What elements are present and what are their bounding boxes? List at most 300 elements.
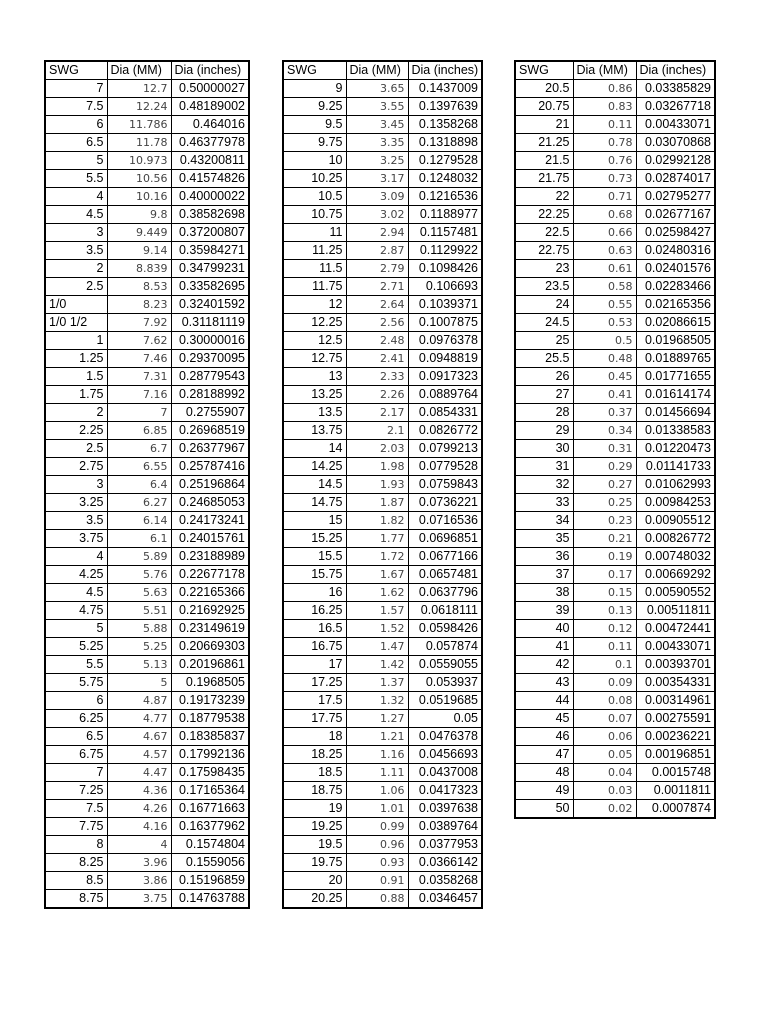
table-row xyxy=(283,764,482,782)
dia-inches-cell: 0.16377962 xyxy=(171,818,249,836)
table-row xyxy=(515,566,715,584)
table-row xyxy=(45,278,249,296)
dia-inches-cell: 0.00433071 xyxy=(636,638,715,656)
dia-inches-cell: 0.0759843 xyxy=(408,476,482,494)
dia-inches-cell: 0.0677166 xyxy=(408,548,482,566)
swg-cell: 1 xyxy=(45,332,107,350)
table-row xyxy=(45,782,249,800)
table-row xyxy=(283,242,482,260)
dia-mm-cell: 6.14 xyxy=(107,512,171,530)
table-row xyxy=(283,620,482,638)
swg-cell: 44 xyxy=(515,692,573,710)
swg-cell: 22.25 xyxy=(515,206,573,224)
swg-cell: 8.5 xyxy=(45,872,107,890)
dia-inches-cell: 0.1007875 xyxy=(408,314,482,332)
dia-inches-cell: 0.01889765 xyxy=(636,350,715,368)
table-row xyxy=(283,404,482,422)
dia-mm-cell: 7.16 xyxy=(107,386,171,404)
swg-cell: 1/0 1/2 xyxy=(45,314,107,332)
table-row xyxy=(45,332,249,350)
table-row xyxy=(45,602,249,620)
swg-cell: 16.25 xyxy=(283,602,346,620)
table-row xyxy=(515,350,715,368)
dia-inches-cell: 0.00275591 xyxy=(636,710,715,728)
table-row xyxy=(283,602,482,620)
swg-cell: 2.25 xyxy=(45,422,107,440)
dia-mm-cell: 7 xyxy=(107,404,171,422)
dia-mm-cell: 6.55 xyxy=(107,458,171,476)
header-dia-inches: Dia (inches) xyxy=(171,61,249,80)
table-row xyxy=(45,746,249,764)
dia-mm-cell: 4.26 xyxy=(107,800,171,818)
table-row xyxy=(283,116,482,134)
swg-cell: 17.5 xyxy=(283,692,346,710)
dia-inches-cell: 0.0476378 xyxy=(408,728,482,746)
swg-cell: 18.75 xyxy=(283,782,346,800)
dia-mm-cell: 3.96 xyxy=(107,854,171,872)
dia-mm-cell: 2.87 xyxy=(346,242,408,260)
table-row xyxy=(283,872,482,890)
dia-mm-cell: 0.15 xyxy=(573,584,636,602)
table-row xyxy=(283,152,482,170)
dia-inches-cell: 0.00984253 xyxy=(636,494,715,512)
table-row xyxy=(45,224,249,242)
table-row xyxy=(283,278,482,296)
dia-mm-cell: 0.96 xyxy=(346,836,408,854)
dia-mm-cell: 0.11 xyxy=(573,638,636,656)
dia-mm-cell: 0.23 xyxy=(573,512,636,530)
table-row xyxy=(283,584,482,602)
dia-inches-cell: 0.30000016 xyxy=(171,332,249,350)
dia-inches-cell: 0.17598435 xyxy=(171,764,249,782)
table-row xyxy=(45,692,249,710)
table-header-row xyxy=(515,61,715,80)
dia-mm-cell: 6.27 xyxy=(107,494,171,512)
table-row xyxy=(515,620,715,638)
table-row xyxy=(283,710,482,728)
swg-cell: 18.5 xyxy=(283,764,346,782)
table-row xyxy=(283,170,482,188)
swg-cell: 35 xyxy=(515,530,573,548)
swg-cell: 6 xyxy=(45,116,107,134)
dia-mm-cell: 3.45 xyxy=(346,116,408,134)
dia-inches-cell: 0.464016 xyxy=(171,116,249,134)
table-row xyxy=(45,818,249,836)
dia-mm-cell: 4.77 xyxy=(107,710,171,728)
table-row xyxy=(515,800,715,819)
dia-mm-cell: 0.63 xyxy=(573,242,636,260)
table-row xyxy=(515,476,715,494)
swg-cell: 48 xyxy=(515,764,573,782)
swg-cell: 12.75 xyxy=(283,350,346,368)
swg-cell: 4.25 xyxy=(45,566,107,584)
table-row xyxy=(283,728,482,746)
dia-mm-cell: 5 xyxy=(107,674,171,692)
dia-inches-cell: 0.00196851 xyxy=(636,746,715,764)
dia-inches-cell: 0.23188989 xyxy=(171,548,249,566)
table-header-row xyxy=(45,61,249,80)
swg-cell: 19.75 xyxy=(283,854,346,872)
table-row xyxy=(515,692,715,710)
dia-inches-cell: 0.0456693 xyxy=(408,746,482,764)
dia-mm-cell: 0.86 xyxy=(573,80,636,98)
swg-cell: 5.5 xyxy=(45,170,107,188)
table-row xyxy=(515,314,715,332)
swg-cell: 24 xyxy=(515,296,573,314)
table-row xyxy=(283,332,482,350)
dia-inches-cell: 0.0519685 xyxy=(408,692,482,710)
swg-cell: 13 xyxy=(283,368,346,386)
swg-cell: 11.75 xyxy=(283,278,346,296)
swg-cell: 13.75 xyxy=(283,422,346,440)
table-row xyxy=(283,494,482,512)
swg-table-3 xyxy=(514,60,716,819)
dia-mm-cell: 0.41 xyxy=(573,386,636,404)
swg-cell: 39 xyxy=(515,602,573,620)
dia-inches-cell: 0.02874017 xyxy=(636,170,715,188)
table-row xyxy=(515,512,715,530)
table-row xyxy=(515,296,715,314)
dia-inches-cell: 0.48189002 xyxy=(171,98,249,116)
dia-inches-cell: 0.17992136 xyxy=(171,746,249,764)
table-row xyxy=(283,440,482,458)
swg-cell: 6.5 xyxy=(45,728,107,746)
dia-mm-cell: 1.87 xyxy=(346,494,408,512)
dia-mm-cell: 1.42 xyxy=(346,656,408,674)
table-row xyxy=(45,548,249,566)
table-row xyxy=(45,368,249,386)
table-row xyxy=(515,80,715,98)
dia-inches-cell: 0.1129922 xyxy=(408,242,482,260)
dia-mm-cell: 1.98 xyxy=(346,458,408,476)
dia-inches-cell: 0.00472441 xyxy=(636,620,715,638)
dia-inches-cell: 0.01968505 xyxy=(636,332,715,350)
dia-mm-cell: 0.19 xyxy=(573,548,636,566)
table-row xyxy=(283,224,482,242)
header-swg: SWG xyxy=(515,61,573,80)
dia-inches-cell: 0.0559055 xyxy=(408,656,482,674)
dia-mm-cell: 1.27 xyxy=(346,710,408,728)
swg-cell: 5.5 xyxy=(45,656,107,674)
table-row xyxy=(283,818,482,836)
dia-mm-cell: 10.16 xyxy=(107,188,171,206)
table-row xyxy=(283,638,482,656)
swg-cell: 7.25 xyxy=(45,782,107,800)
table-row xyxy=(45,854,249,872)
swg-cell: 3 xyxy=(45,476,107,494)
swg-cell: 15.75 xyxy=(283,566,346,584)
header-dia-inches: Dia (inches) xyxy=(408,61,482,80)
table-row xyxy=(45,638,249,656)
dia-inches-cell: 0.01338583 xyxy=(636,422,715,440)
dia-mm-cell: 0.03 xyxy=(573,782,636,800)
dia-mm-cell: 0.06 xyxy=(573,728,636,746)
table-row xyxy=(515,98,715,116)
dia-inches-cell: 0.26377967 xyxy=(171,440,249,458)
swg-table-1 xyxy=(44,60,250,909)
dia-mm-cell: 0.21 xyxy=(573,530,636,548)
table-row xyxy=(515,746,715,764)
dia-inches-cell: 0.33582695 xyxy=(171,278,249,296)
swg-cell: 20 xyxy=(283,872,346,890)
table-row xyxy=(45,476,249,494)
swg-cell: 20.5 xyxy=(515,80,573,98)
swg-cell: 4 xyxy=(45,188,107,206)
dia-inches-cell: 0.00393701 xyxy=(636,656,715,674)
dia-inches-cell: 0.0598426 xyxy=(408,620,482,638)
dia-inches-cell: 0.00748032 xyxy=(636,548,715,566)
dia-mm-cell: 8.839 xyxy=(107,260,171,278)
table-row xyxy=(283,566,482,584)
dia-inches-cell: 0.02992128 xyxy=(636,152,715,170)
dia-mm-cell: 0.09 xyxy=(573,674,636,692)
table-row xyxy=(45,458,249,476)
swg-cell: 22 xyxy=(515,188,573,206)
dia-inches-cell: 0.25196864 xyxy=(171,476,249,494)
table-row xyxy=(45,170,249,188)
dia-inches-cell: 0.38582698 xyxy=(171,206,249,224)
table-row xyxy=(45,512,249,530)
table-row xyxy=(283,800,482,818)
dia-inches-cell: 0.0917323 xyxy=(408,368,482,386)
dia-mm-cell: 0.25 xyxy=(573,494,636,512)
swg-cell: 5.75 xyxy=(45,674,107,692)
table-row xyxy=(515,386,715,404)
dia-inches-cell: 0.34799231 xyxy=(171,260,249,278)
swg-cell: 5 xyxy=(45,620,107,638)
table-row xyxy=(283,98,482,116)
dia-inches-cell: 0.1437009 xyxy=(408,80,482,98)
table-row xyxy=(45,206,249,224)
dia-mm-cell: 1.01 xyxy=(346,800,408,818)
dia-inches-cell: 0.0015748 xyxy=(636,764,715,782)
dia-inches-cell: 0.0716536 xyxy=(408,512,482,530)
table-row xyxy=(283,134,482,152)
dia-inches-cell: 0.43200811 xyxy=(171,152,249,170)
dia-mm-cell: 0.66 xyxy=(573,224,636,242)
dia-mm-cell: 0.02 xyxy=(573,800,636,819)
table-row xyxy=(515,404,715,422)
table-row xyxy=(515,206,715,224)
table-row xyxy=(515,458,715,476)
table-row xyxy=(45,836,249,854)
dia-mm-cell: 3.55 xyxy=(346,98,408,116)
dia-mm-cell: 2.33 xyxy=(346,368,408,386)
dia-inches-cell: 0.0007874 xyxy=(636,800,715,819)
table-row xyxy=(45,800,249,818)
swg-cell: 1.5 xyxy=(45,368,107,386)
swg-cell: 10.75 xyxy=(283,206,346,224)
dia-mm-cell: 2.1 xyxy=(346,422,408,440)
dia-inches-cell: 0.35984271 xyxy=(171,242,249,260)
dia-mm-cell: 3.17 xyxy=(346,170,408,188)
dia-inches-cell: 0.19173239 xyxy=(171,692,249,710)
dia-inches-cell: 0.0358268 xyxy=(408,872,482,890)
dia-inches-cell: 0.05 xyxy=(408,710,482,728)
swg-cell: 21.75 xyxy=(515,170,573,188)
dia-mm-cell: 1.82 xyxy=(346,512,408,530)
dia-mm-cell: 0.31 xyxy=(573,440,636,458)
dia-mm-cell: 0.88 xyxy=(346,890,408,909)
dia-mm-cell: 12.7 xyxy=(107,80,171,98)
swg-cell: 27 xyxy=(515,386,573,404)
swg-table-2 xyxy=(282,60,483,909)
swg-cell: 18 xyxy=(283,728,346,746)
table-row xyxy=(515,332,715,350)
dia-inches-cell: 0.0366142 xyxy=(408,854,482,872)
dia-inches-cell: 0.1188977 xyxy=(408,206,482,224)
table-row xyxy=(515,728,715,746)
swg-cell: 23.5 xyxy=(515,278,573,296)
swg-cell: 16.5 xyxy=(283,620,346,638)
dia-mm-cell: 5.88 xyxy=(107,620,171,638)
dia-mm-cell: 2.26 xyxy=(346,386,408,404)
dia-mm-cell: 0.91 xyxy=(346,872,408,890)
dia-inches-cell: 0.0826772 xyxy=(408,422,482,440)
dia-mm-cell: 4.16 xyxy=(107,818,171,836)
swg-cell: 33 xyxy=(515,494,573,512)
swg-cell: 42 xyxy=(515,656,573,674)
table-row xyxy=(515,548,715,566)
swg-cell: 1/0 xyxy=(45,296,107,314)
table-row xyxy=(283,530,482,548)
dia-mm-cell: 12.24 xyxy=(107,98,171,116)
dia-mm-cell: 1.11 xyxy=(346,764,408,782)
swg-cell: 26 xyxy=(515,368,573,386)
swg-cell: 25.5 xyxy=(515,350,573,368)
dia-mm-cell: 0.34 xyxy=(573,422,636,440)
dia-inches-cell: 0.0854331 xyxy=(408,404,482,422)
dia-mm-cell: 9.14 xyxy=(107,242,171,260)
dia-mm-cell: 2.17 xyxy=(346,404,408,422)
dia-inches-cell: 0.01614174 xyxy=(636,386,715,404)
dia-mm-cell: 11.78 xyxy=(107,134,171,152)
header-dia-mm: Dia (MM) xyxy=(107,61,171,80)
swg-cell: 10.25 xyxy=(283,170,346,188)
swg-cell: 12 xyxy=(283,296,346,314)
dia-inches-cell: 0.22165366 xyxy=(171,584,249,602)
dia-mm-cell: 0.12 xyxy=(573,620,636,638)
table-row xyxy=(45,296,249,314)
dia-mm-cell: 10.973 xyxy=(107,152,171,170)
dia-mm-cell: 0.13 xyxy=(573,602,636,620)
dia-mm-cell: 3.02 xyxy=(346,206,408,224)
table-row xyxy=(45,890,249,909)
dia-mm-cell: 7.62 xyxy=(107,332,171,350)
swg-cell: 22.5 xyxy=(515,224,573,242)
swg-cell: 16 xyxy=(283,584,346,602)
dia-inches-cell: 0.1216536 xyxy=(408,188,482,206)
header-dia-inches: Dia (inches) xyxy=(636,61,715,80)
swg-cell: 8.75 xyxy=(45,890,107,909)
dia-mm-cell: 4.36 xyxy=(107,782,171,800)
dia-inches-cell: 0.28188992 xyxy=(171,386,249,404)
swg-cell: 24.5 xyxy=(515,314,573,332)
swg-cell: 12.5 xyxy=(283,332,346,350)
table-row xyxy=(283,692,482,710)
table-row xyxy=(283,386,482,404)
dia-mm-cell: 2.71 xyxy=(346,278,408,296)
swg-cell: 17.25 xyxy=(283,674,346,692)
table-row xyxy=(45,710,249,728)
table-row xyxy=(283,782,482,800)
swg-cell: 38 xyxy=(515,584,573,602)
dia-inches-cell: 0.28779543 xyxy=(171,368,249,386)
swg-cell: 7.75 xyxy=(45,818,107,836)
dia-mm-cell: 0.76 xyxy=(573,152,636,170)
swg-cell: 3.75 xyxy=(45,530,107,548)
dia-inches-cell: 0.00669292 xyxy=(636,566,715,584)
dia-inches-cell: 0.02086615 xyxy=(636,314,715,332)
header-swg: SWG xyxy=(45,61,107,80)
dia-inches-cell: 0.21692925 xyxy=(171,602,249,620)
dia-inches-cell: 0.01771655 xyxy=(636,368,715,386)
table-row xyxy=(515,638,715,656)
dia-mm-cell: 1.77 xyxy=(346,530,408,548)
table-row xyxy=(515,782,715,800)
dia-mm-cell: 8.23 xyxy=(107,296,171,314)
swg-cell: 30 xyxy=(515,440,573,458)
dia-mm-cell: 1.32 xyxy=(346,692,408,710)
table-row xyxy=(45,872,249,890)
dia-inches-cell: 0.0736221 xyxy=(408,494,482,512)
dia-inches-cell: 0.1248032 xyxy=(408,170,482,188)
dia-inches-cell: 0.01062993 xyxy=(636,476,715,494)
table-row xyxy=(45,566,249,584)
table-row xyxy=(283,80,482,98)
dia-inches-cell: 0.1039371 xyxy=(408,296,482,314)
dia-inches-cell: 0.1559056 xyxy=(171,854,249,872)
dia-inches-cell: 0.00590552 xyxy=(636,584,715,602)
swg-cell: 9.25 xyxy=(283,98,346,116)
swg-cell: 11.5 xyxy=(283,260,346,278)
dia-inches-cell: 0.0011811 xyxy=(636,782,715,800)
dia-mm-cell: 2.03 xyxy=(346,440,408,458)
swg-cell: 9 xyxy=(283,80,346,98)
dia-inches-cell: 0.00236221 xyxy=(636,728,715,746)
table-row xyxy=(515,116,715,134)
dia-inches-cell: 0.02598427 xyxy=(636,224,715,242)
swg-cell: 19.5 xyxy=(283,836,346,854)
table-row xyxy=(515,152,715,170)
swg-cell: 18.25 xyxy=(283,746,346,764)
dia-inches-cell: 0.1318898 xyxy=(408,134,482,152)
dia-mm-cell: 1.72 xyxy=(346,548,408,566)
table-row xyxy=(45,530,249,548)
table-row xyxy=(283,260,482,278)
dia-mm-cell: 0.29 xyxy=(573,458,636,476)
table-row xyxy=(45,656,249,674)
dia-inches-cell: 0.23149619 xyxy=(171,620,249,638)
swg-cell: 3.5 xyxy=(45,512,107,530)
swg-cell: 7 xyxy=(45,80,107,98)
dia-inches-cell: 0.32401592 xyxy=(171,296,249,314)
dia-inches-cell: 0.40000022 xyxy=(171,188,249,206)
dia-inches-cell: 0.1098426 xyxy=(408,260,482,278)
dia-inches-cell: 0.1397639 xyxy=(408,98,482,116)
dia-mm-cell: 0.27 xyxy=(573,476,636,494)
swg-cell: 41 xyxy=(515,638,573,656)
swg-cell: 4.5 xyxy=(45,584,107,602)
swg-cell: 13.5 xyxy=(283,404,346,422)
dia-mm-cell: 2.41 xyxy=(346,350,408,368)
dia-mm-cell: 0.17 xyxy=(573,566,636,584)
table-row xyxy=(283,854,482,872)
dia-inches-cell: 0.0397638 xyxy=(408,800,482,818)
swg-cell: 6.5 xyxy=(45,134,107,152)
swg-cell: 6.25 xyxy=(45,710,107,728)
dia-mm-cell: 5.51 xyxy=(107,602,171,620)
